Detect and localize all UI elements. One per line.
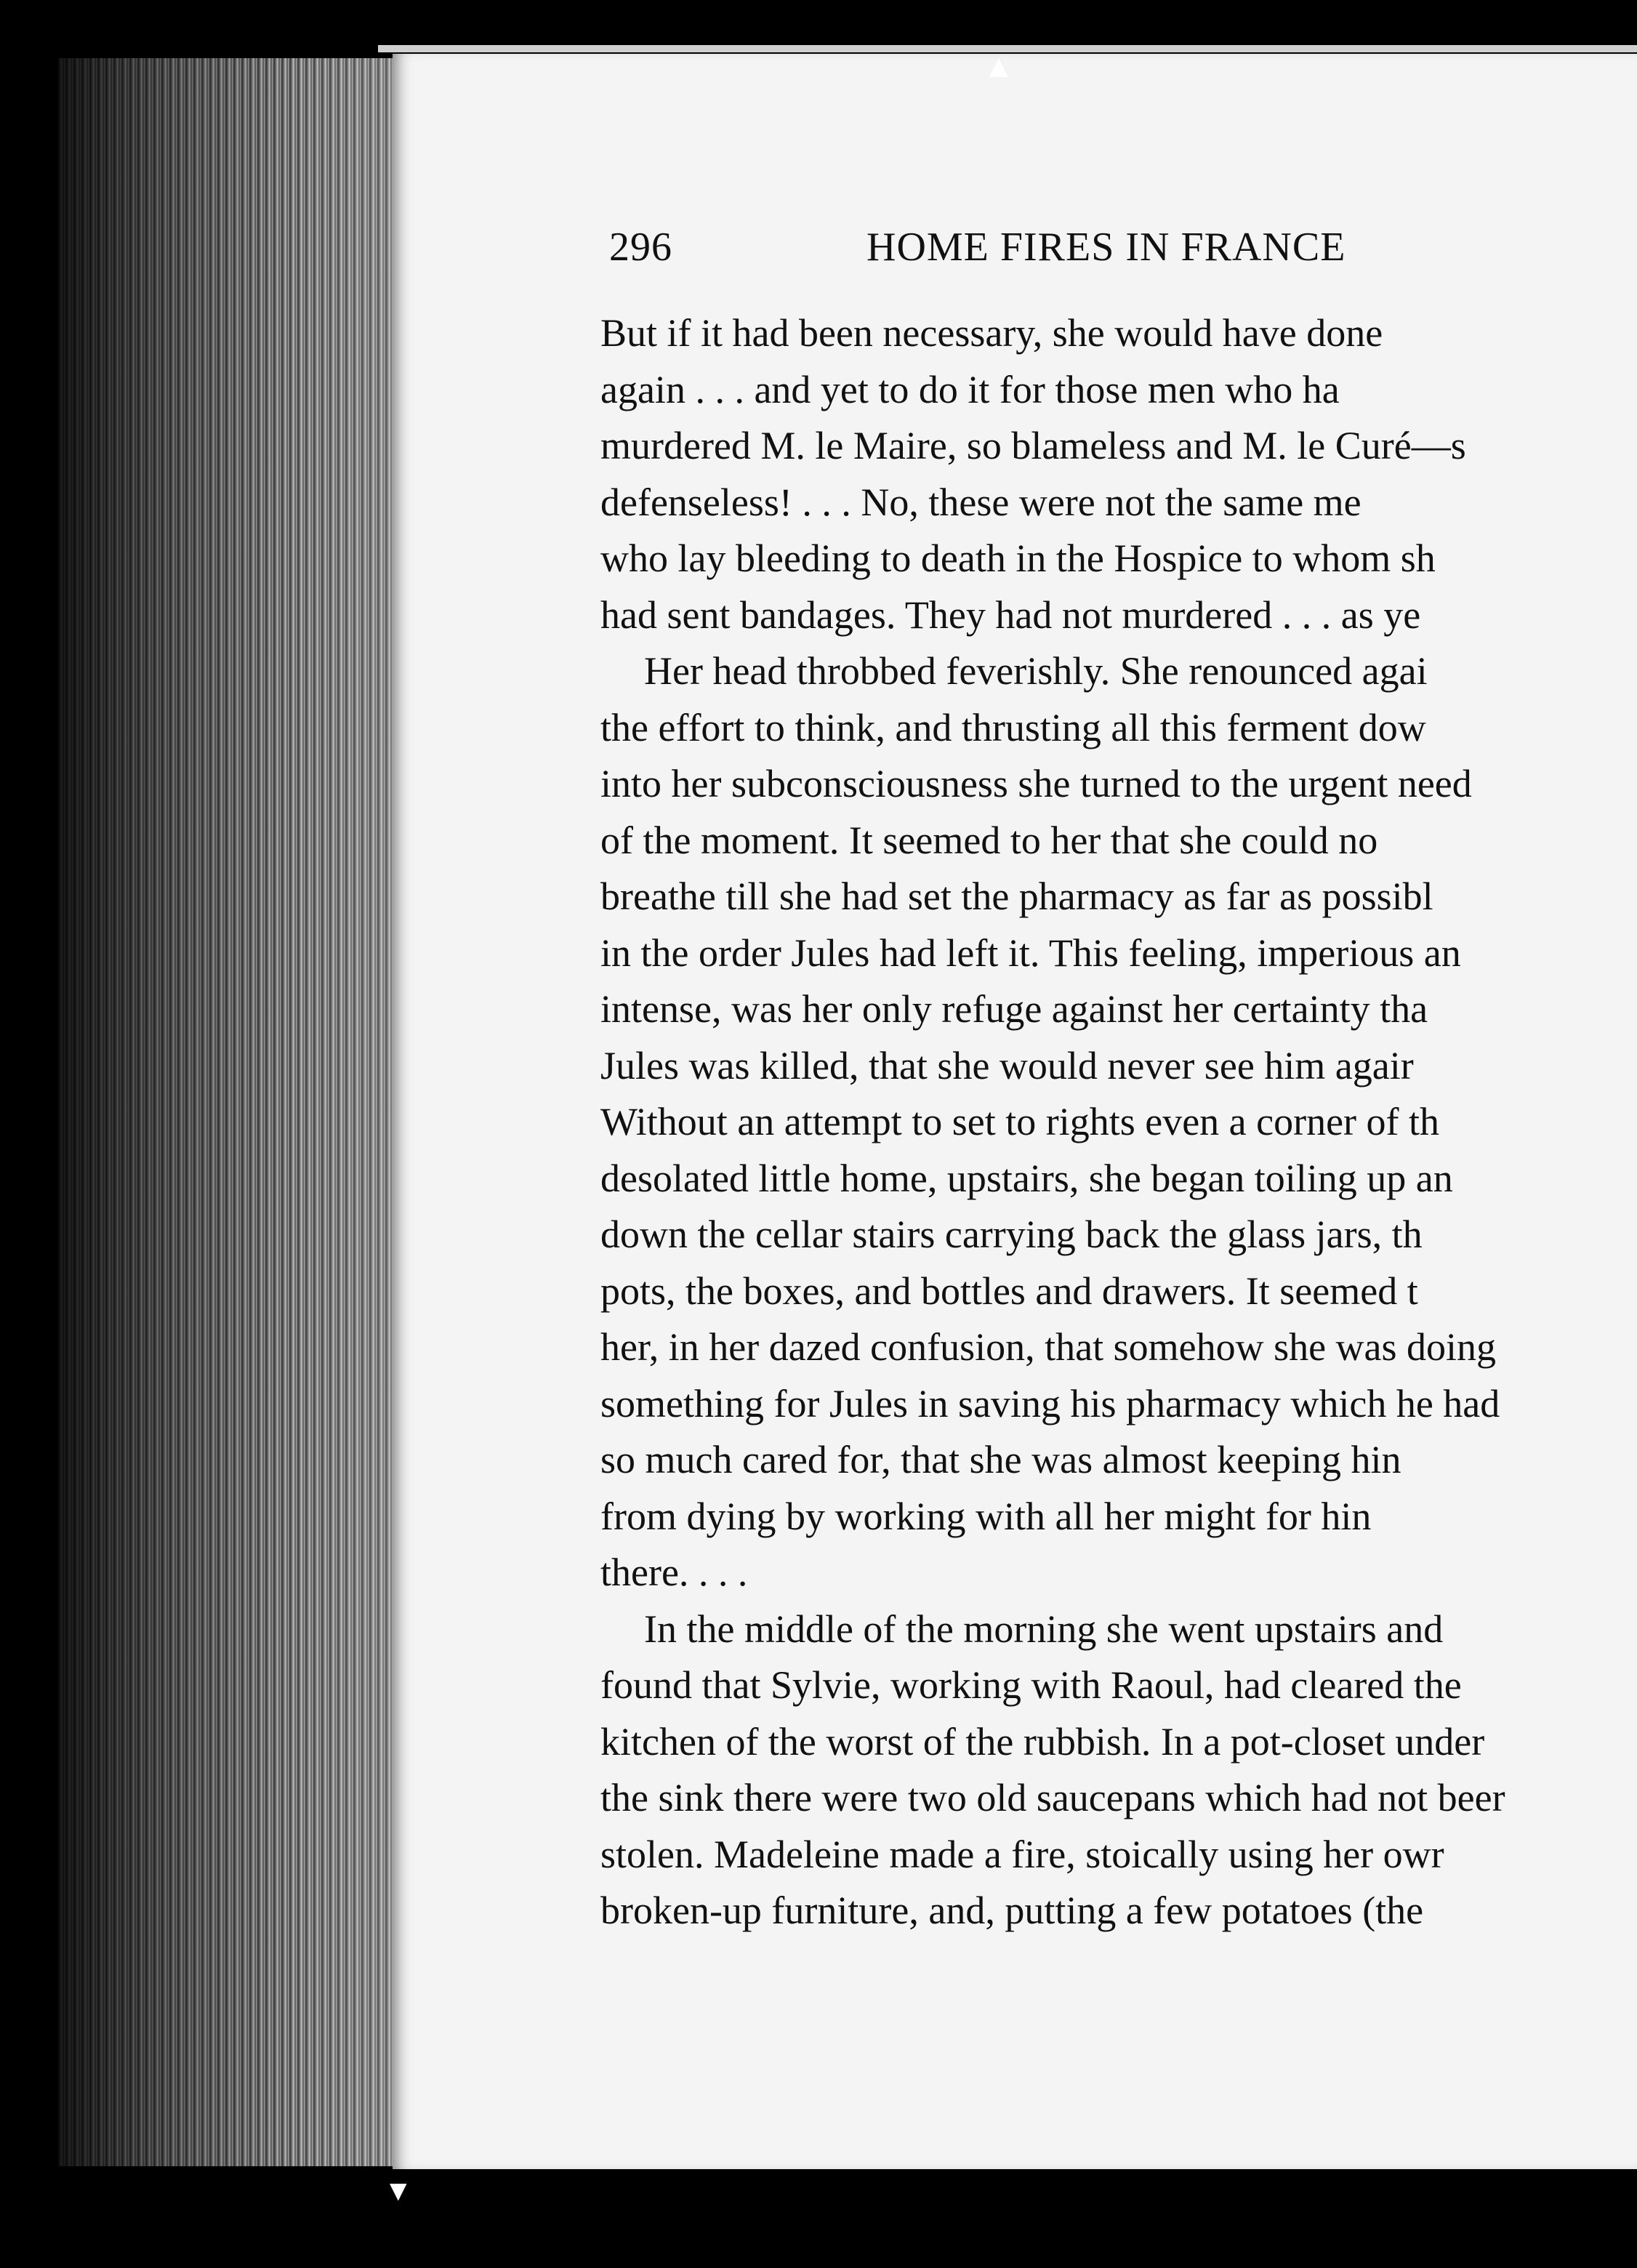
- text-line: pots, the boxes, and bottles and drawers. It seemed t: [600, 1268, 1418, 1313]
- page-number: 296: [609, 225, 672, 270]
- paragraph-start-line: In the middle of the morning she went upstairs and: [644, 1606, 1444, 1651]
- text-line: kitchen of the worst of the rubbish. In a pot-closet under: [600, 1719, 1485, 1764]
- text-line: stolen. Madeleine made a fire, stoically using her owr: [600, 1832, 1444, 1876]
- text-line: her, in her dazed confusion, that somehow she was doing: [600, 1325, 1497, 1369]
- text-line: from dying by working with all her might for hin: [600, 1494, 1372, 1538]
- text-line: the sink there were two old saucepans which had not beer: [600, 1776, 1505, 1819]
- text-line: down the cellar stairs carrying back the glass jars, th: [600, 1213, 1423, 1256]
- page-header: [609, 224, 1637, 282]
- gutter-shadow: [58, 58, 393, 2166]
- text-line: there. . . .: [600, 1551, 748, 1594]
- text-line: again . . . and yet to do it for those men who ha: [600, 367, 1340, 411]
- text-line: Jules was killed, that she would never see him agair: [600, 1043, 1414, 1087]
- text-line: had sent bandages. They had not murdered . . . as ye: [600, 592, 1421, 637]
- text-line: Without an attempt to set to rights even a corner of th: [600, 1100, 1440, 1143]
- body-text: [600, 305, 1637, 1992]
- text-line: desolated little home, upstairs, she began toiling up an: [600, 1156, 1453, 1200]
- text-line: broken-up furniture, and, putting a few potatoes (the: [600, 1889, 1424, 1932]
- dust-speck-bottom: ▼: [384, 2174, 413, 2207]
- dust-speck: ▲: [983, 49, 1015, 84]
- paragraph-start-line: Her head throbbed feverishly. She renounced agai: [644, 649, 1428, 693]
- running-head: HOME FIRES IN FRANCE: [866, 225, 1346, 270]
- text-line: But if it had been necessary, she would have done: [600, 311, 1383, 355]
- text-line: the effort to think, and thrusting all this ferment dow: [600, 705, 1426, 749]
- text-line: who lay bleeding to death in the Hospice to whom sh: [600, 536, 1436, 580]
- text-line: found that Sylvie, working with Raoul, had cleared the: [600, 1663, 1462, 1707]
- text-line: so much cared for, that she was almost keeping hin: [600, 1438, 1401, 1481]
- text-line: into her subconsciousness she turned to the urgent need: [600, 762, 1472, 805]
- text-line: something for Jules in saving his pharmacy which he had: [600, 1381, 1500, 1425]
- text-line: defenseless! . . . No, these were not the same me: [600, 480, 1362, 524]
- text-line: breathe till she had set the pharmacy as far as possibl: [600, 874, 1433, 918]
- text-line: intense, was her only refuge against her certainty tha: [600, 987, 1428, 1031]
- text-line: of the moment. It seemed to her that she could no: [600, 818, 1378, 862]
- text-line: in the order Jules had left it. This feeling, imperious an: [600, 930, 1461, 975]
- text-line: murdered M. le Maire, so blameless and M. le Curé—s: [600, 424, 1466, 467]
